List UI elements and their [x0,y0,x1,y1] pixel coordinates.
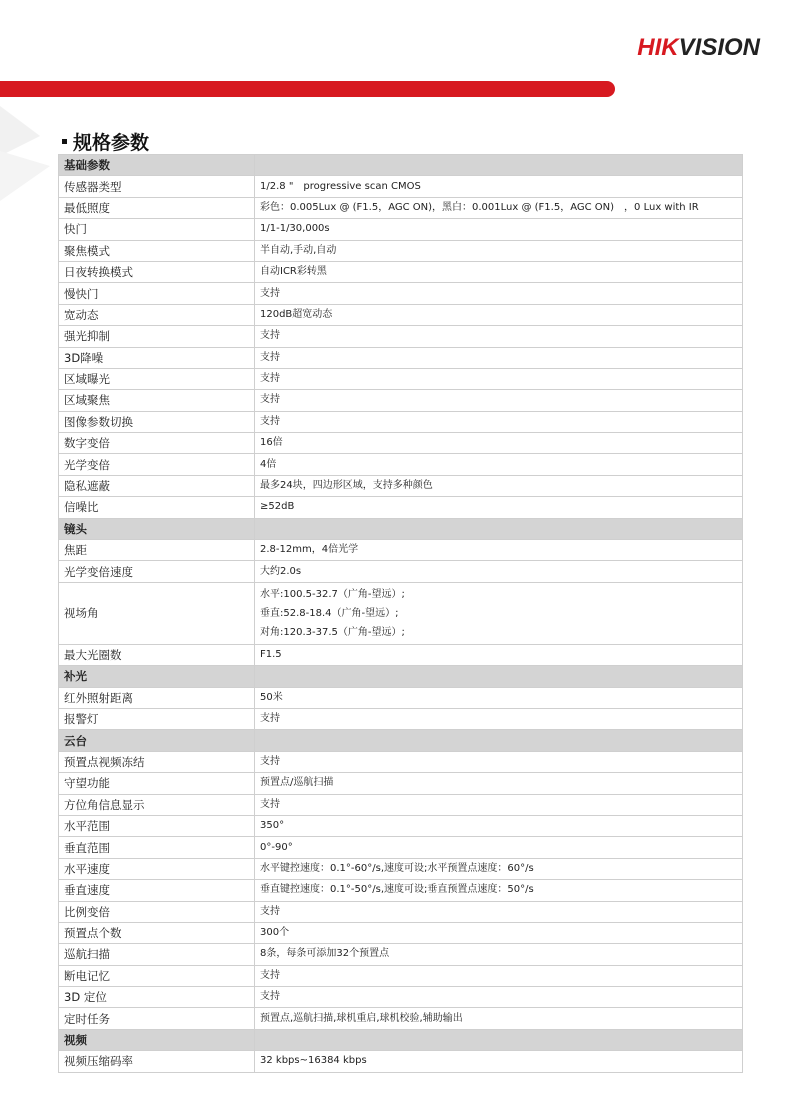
spec-label: 3D降噪 [59,347,255,368]
spec-value: 支持 [255,751,743,772]
spec-row [59,880,743,901]
spec-label: 最低照度 [59,197,255,218]
section-header-row [59,666,743,687]
spec-value-line: 垂直:52.8-18.4（广角-望远）; [260,607,399,619]
spec-label: 慢快门 [59,283,255,304]
section-header-filler [255,518,743,539]
spec-row [59,922,743,943]
spec-row [59,582,743,644]
spec-value: 支持 [255,965,743,986]
section-header-row [59,155,743,176]
spec-row [59,497,743,518]
spec-label: 焦距 [59,540,255,561]
section-header-filler [255,1029,743,1050]
spec-row [59,644,743,665]
section-header: 补光 [59,666,255,687]
spec-label: 方位角信息显示 [59,794,255,815]
spec-row [59,475,743,496]
section-header-filler [255,155,743,176]
spec-value: 16倍 [255,433,743,454]
spec-row [59,687,743,708]
spec-value: 大约2.0s [255,561,743,582]
section-header-row [59,730,743,751]
spec-value-line: 对角:120.3-37.5（广角-望远）; [260,626,405,638]
spec-value: 1/1-1/30,000s [255,219,743,240]
spec-label: 最大光圈数 [59,644,255,665]
spec-value: 支持 [255,390,743,411]
spec-label: 垂直速度 [59,880,255,901]
spec-value: 支持 [255,326,743,347]
spec-value: 32 kbps~16384 kbps [255,1051,743,1072]
spec-row [59,197,743,218]
spec-row [59,347,743,368]
header-red-bar [0,81,615,97]
spec-label: 聚焦模式 [59,240,255,261]
spec-row [59,219,743,240]
spec-row [59,368,743,389]
spec-row [59,454,743,475]
spec-row [59,944,743,965]
spec-value: 预置点/巡航扫描 [255,773,743,794]
spec-label: 报警灯 [59,708,255,729]
spec-value: 半自动,手动,自动 [255,240,743,261]
spec-value: 彩色：0.005Lux @ (F1.5，AGC ON)，黑白：0.001Lux @ (F1.5，AGC ON) ，0 Lux with IR [255,197,743,218]
section-header: 镜头 [59,518,255,539]
spec-label: 数字变倍 [59,433,255,454]
spec-label: 图像参数切换 [59,411,255,432]
spec-label: 视场角 [59,582,255,644]
spec-value: 120dB超宽动态 [255,304,743,325]
page-title: 规格参数 [62,128,149,155]
spec-value-line: 水平:100.5-32.7（广角-望远）; [260,588,405,600]
section-header-filler [255,666,743,687]
spec-label: 隐私遮蔽 [59,475,255,496]
spec-value: 水平键控速度：0.1°-60°/s,速度可设;水平预置点速度：60°/s [255,858,743,879]
spec-value: 支持 [255,283,743,304]
section-header: 云台 [59,730,255,751]
spec-value: 2.8-12mm，4倍光学 [255,540,743,561]
spec-label: 比例变倍 [59,901,255,922]
spec-label: 预置点个数 [59,922,255,943]
spec-row [59,261,743,282]
spec-label: 信噪比 [59,497,255,518]
spec-label: 视频压缩码率 [59,1051,255,1072]
section-header: 视频 [59,1029,255,1050]
spec-row [59,1008,743,1029]
hikvision-logo: HIKVISION [637,34,760,61]
decorative-watermark [0,96,60,206]
spec-label: 守望功能 [59,773,255,794]
section-header: 基础参数 [59,155,255,176]
spec-label: 光学变倍速度 [59,561,255,582]
spec-row [59,773,743,794]
spec-value: 支持 [255,368,743,389]
spec-row [59,751,743,772]
spec-row [59,708,743,729]
spec-label: 红外照射距离 [59,687,255,708]
spec-value: 垂直键控速度：0.1°-50°/s,速度可设;垂直预置点速度：50°/s [255,880,743,901]
spec-row [59,794,743,815]
spec-label: 3D 定位 [59,987,255,1008]
spec-value: 预置点,巡航扫描,球机重启,球机校验,辅助输出 [255,1008,743,1029]
spec-label: 宽动态 [59,304,255,325]
spec-value: 最多24块，四边形区域，支持多种颜色 [255,475,743,496]
spec-row [59,433,743,454]
spec-label: 区域曝光 [59,368,255,389]
spec-label: 水平速度 [59,858,255,879]
spec-row [59,283,743,304]
spec-value: 300个 [255,922,743,943]
spec-value: F1.5 [255,644,743,665]
spec-value: 支持 [255,708,743,729]
spec-value: 支持 [255,987,743,1008]
spec-label: 传感器类型 [59,176,255,197]
spec-value: 4倍 [255,454,743,475]
spec-table [58,154,743,1073]
spec-label: 预置点视频冻结 [59,751,255,772]
spec-label: 断电记忆 [59,965,255,986]
spec-value: 支持 [255,901,743,922]
spec-label: 垂直范围 [59,837,255,858]
section-header-row [59,518,743,539]
spec-label: 定时任务 [59,1008,255,1029]
section-header-filler [255,730,743,751]
spec-row [59,326,743,347]
spec-row [59,837,743,858]
spec-value: 支持 [255,411,743,432]
spec-value: 自动ICR彩转黑 [255,261,743,282]
spec-row [59,390,743,411]
spec-label: 巡航扫描 [59,944,255,965]
spec-row [59,176,743,197]
spec-value: 350° [255,815,743,836]
spec-row [59,965,743,986]
spec-value [255,582,743,644]
spec-value: 支持 [255,794,743,815]
spec-row [59,411,743,432]
spec-row [59,561,743,582]
spec-row [59,1051,743,1072]
spec-row [59,987,743,1008]
spec-value: 0°-90° [255,837,743,858]
spec-row [59,901,743,922]
spec-value: 50米 [255,687,743,708]
spec-value: 支持 [255,347,743,368]
spec-row [59,858,743,879]
spec-value: ≥52dB [255,497,743,518]
spec-label: 区域聚焦 [59,390,255,411]
spec-label: 强光抑制 [59,326,255,347]
section-header-row [59,1029,743,1050]
spec-row [59,240,743,261]
spec-row [59,815,743,836]
spec-label: 快门 [59,219,255,240]
spec-value: 8条，每条可添加32个预置点 [255,944,743,965]
spec-row [59,540,743,561]
spec-label: 日夜转换模式 [59,261,255,282]
spec-value: 1/2.8 " progressive scan CMOS [255,176,743,197]
spec-row [59,304,743,325]
spec-label: 光学变倍 [59,454,255,475]
spec-label: 水平范围 [59,815,255,836]
